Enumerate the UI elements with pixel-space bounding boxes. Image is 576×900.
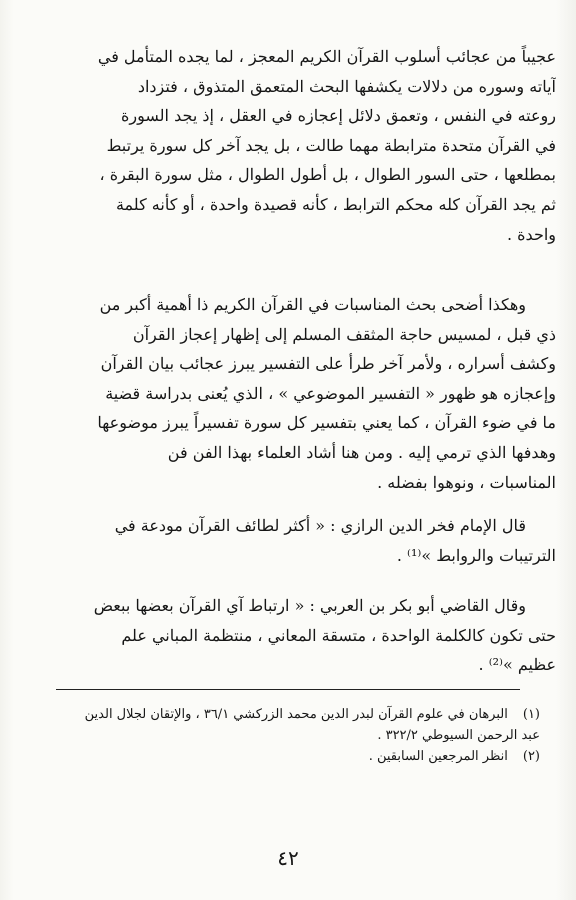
text-line: حتى تكون كالكلمة الواحدة ، متسقة المعاني ، منتظمة المباني علم [121, 625, 556, 645]
text-line: وهدفها الذي ترمي إليه . ومن هنا أشاد العلماء بهذا الفن فن [167, 442, 556, 462]
text-line: وقال القاضي أبو بكر بن العربي : « ارتباط آي القرآن بعضها ببعض [93, 596, 526, 615]
footnote-2 [20, 746, 540, 767]
text-line: بمطلعها ، حتى السور الطوال ، بل أطول الطوال ، مثل سورة البقرة ، [99, 165, 556, 185]
text-line: ذي قبل ، لمسيس حاجة المثقف المسلم إلى إظهار إعجاز القرآن [132, 324, 556, 344]
paragraph-1 [20, 42, 556, 249]
paragraph-razi-quote [20, 511, 556, 570]
text-line: في القرآن متحدة مترابطة مهما طالت ، بل يجد آخر كل سورة يرتبط [106, 135, 556, 155]
text-line: واحدة . [506, 224, 556, 244]
paragraph-2 [20, 290, 556, 497]
footnote-number: (٢) [522, 749, 540, 764]
text-line: عظيم »⁽²⁾ . [478, 655, 556, 675]
text-line: قال الإمام فخر الدين الرازي : « أكثر لطائف القرآن مودعة في [114, 516, 526, 535]
text-line: ما في ضوء القرآن ، كما يعني بتفسير كل سورة تفسيراً يبرز موضوعها [97, 413, 556, 433]
text-line: وكشف أسراره ، ولأمر آخر طرأ على التفسير يبرز عجائب بيان القرآن [100, 354, 556, 374]
footnote-separator [56, 689, 520, 690]
page-number: ٤٢ [277, 846, 299, 870]
text-line: ثم يجد القرآن كله محكم الترابط ، كأنه قصيدة واحدة ، أو كأنه كلمة [115, 194, 556, 214]
text-line: وهكذا أضحى بحث المناسبات في القرآن الكريم ذا أهمية أكبر من [99, 295, 526, 314]
footnotes [20, 704, 540, 767]
text-line: وإعجازه هو ظهور « التفسير الموضوعي » ، الذي يُعنى بدراسة قضية [105, 383, 556, 403]
text-line: الترتيبات والروابط »⁽¹⁾ . [396, 545, 556, 565]
footnote-text: انظر المرجعين السابقين . [368, 749, 508, 764]
footnote-1-continuation: عبد الرحمن السيوطي ٣٢٢/٢ . [377, 728, 540, 743]
footnote-1 [20, 704, 540, 725]
paragraph-ibn-arabi-quote [20, 591, 556, 680]
text-line: روعته في النفس ، وتعمق دلائل إعجازه في العقل ، إذ يجد السورة [121, 106, 556, 126]
text-line: المناسبات ، ونوهوا بفضله . [377, 472, 556, 492]
text-line: آياته وسوره من دلالات يكشفها البحث المتعمق المتذوق ، فتزداد [137, 76, 556, 96]
text-line: عجيباً من عجائب أسلوب القرآن الكريم المعجز ، لما يجده المتأمل في [97, 47, 556, 66]
footnote-text: البرهان في علوم القرآن لبدر الدين محمد الزركشي ٣٦/١ ، والإتقان لجلال الدين [84, 707, 508, 722]
footnote-number: (١) [522, 707, 540, 722]
